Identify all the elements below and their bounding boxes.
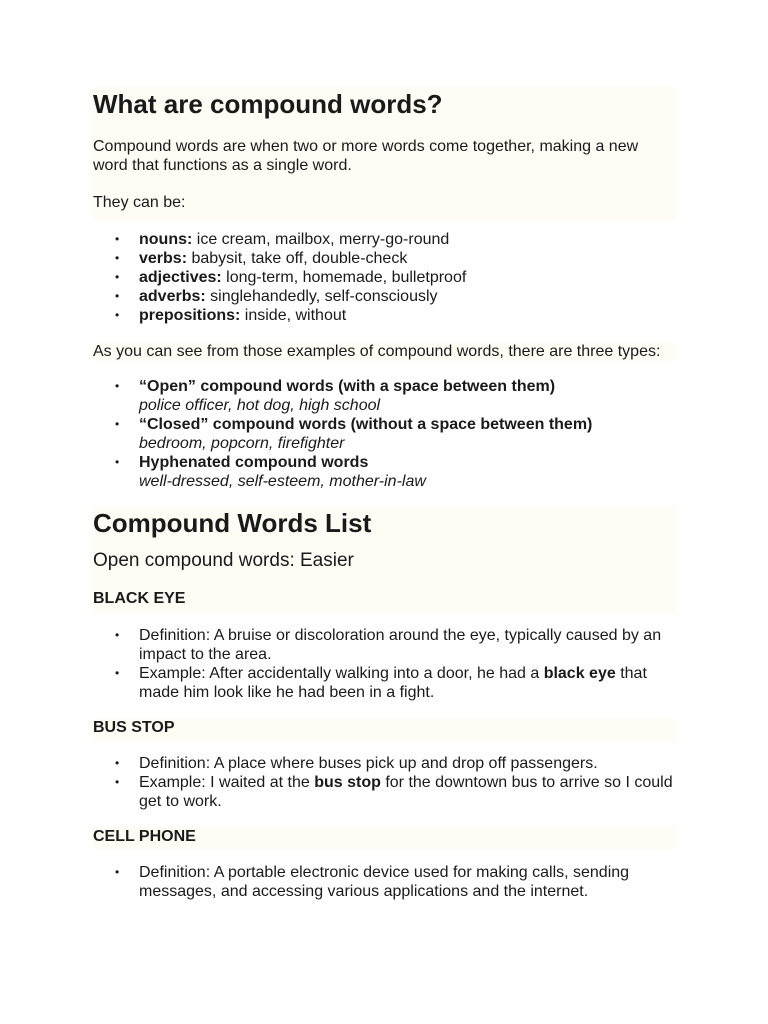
list-item: • Definition: A place where buses pick up and drop off passengers. — [139, 754, 676, 773]
list-item: • Definition: A bruise or discoloration around the eye, typically caused by an impact to the area. — [139, 626, 676, 664]
list-item: • Hyphenated compound words well-dressed, self-esteem, mother-in-law — [139, 453, 676, 491]
list-item: • Example: After accidentally walking into a door, he had a black eye that made him look like he had been in a fight. — [139, 664, 676, 702]
entry-heading: CELL PHONE — [93, 828, 196, 845]
entry-block — [93, 718, 676, 741]
entry-block — [93, 827, 676, 850]
types-intro-paragraph: As you can see from those examples of compound words, there are three types: — [93, 343, 661, 360]
list-item: • Definition: A portable electronic device used for making calls, sending messages, and accessing various applications and the internet. — [139, 863, 676, 901]
list-item: • “Closed” compound words (without a space between them) bedroom, popcorn, firefighter — [139, 415, 676, 453]
types-intro-block — [93, 342, 676, 361]
entry-heading: BLACK EYE — [93, 590, 186, 607]
intro-paragraph: Compound words are when two or more words come together, making a new word that functions as a single word. — [93, 138, 639, 174]
list-header-block — [93, 507, 676, 614]
entry-details-list — [93, 754, 676, 811]
section-title: Compound Words List — [93, 508, 372, 538]
parts-of-speech-list — [93, 230, 676, 325]
section-subtitle: Open compound words: Easier — [93, 550, 354, 571]
list-item: • prepositions: inside, without — [139, 306, 676, 325]
list-item: • Example: I waited at the bus stop for the downtown bus to arrive so I could get to work. — [139, 773, 676, 811]
list-item: • adverbs: singlehandedly, self-consciously — [139, 287, 676, 306]
article — [93, 86, 676, 901]
entry-details-list — [93, 863, 676, 901]
they-can-be-text: They can be: — [93, 194, 186, 211]
list-item: • “Open” compound words (with a space between them) police officer, hot dog, high school — [139, 377, 676, 415]
entry-heading: BUS STOP — [93, 719, 175, 736]
list-item: • verbs: babysit, take off, double-check — [139, 249, 676, 268]
list-item: • adjectives: long-term, homemade, bulletproof — [139, 268, 676, 287]
intro-block — [93, 86, 676, 220]
list-item: • nouns: ice cream, mailbox, merry-go-round — [139, 230, 676, 249]
page-title: What are compound words? — [93, 89, 443, 119]
compound-types-list — [93, 377, 676, 491]
entry-details-list — [93, 626, 676, 702]
